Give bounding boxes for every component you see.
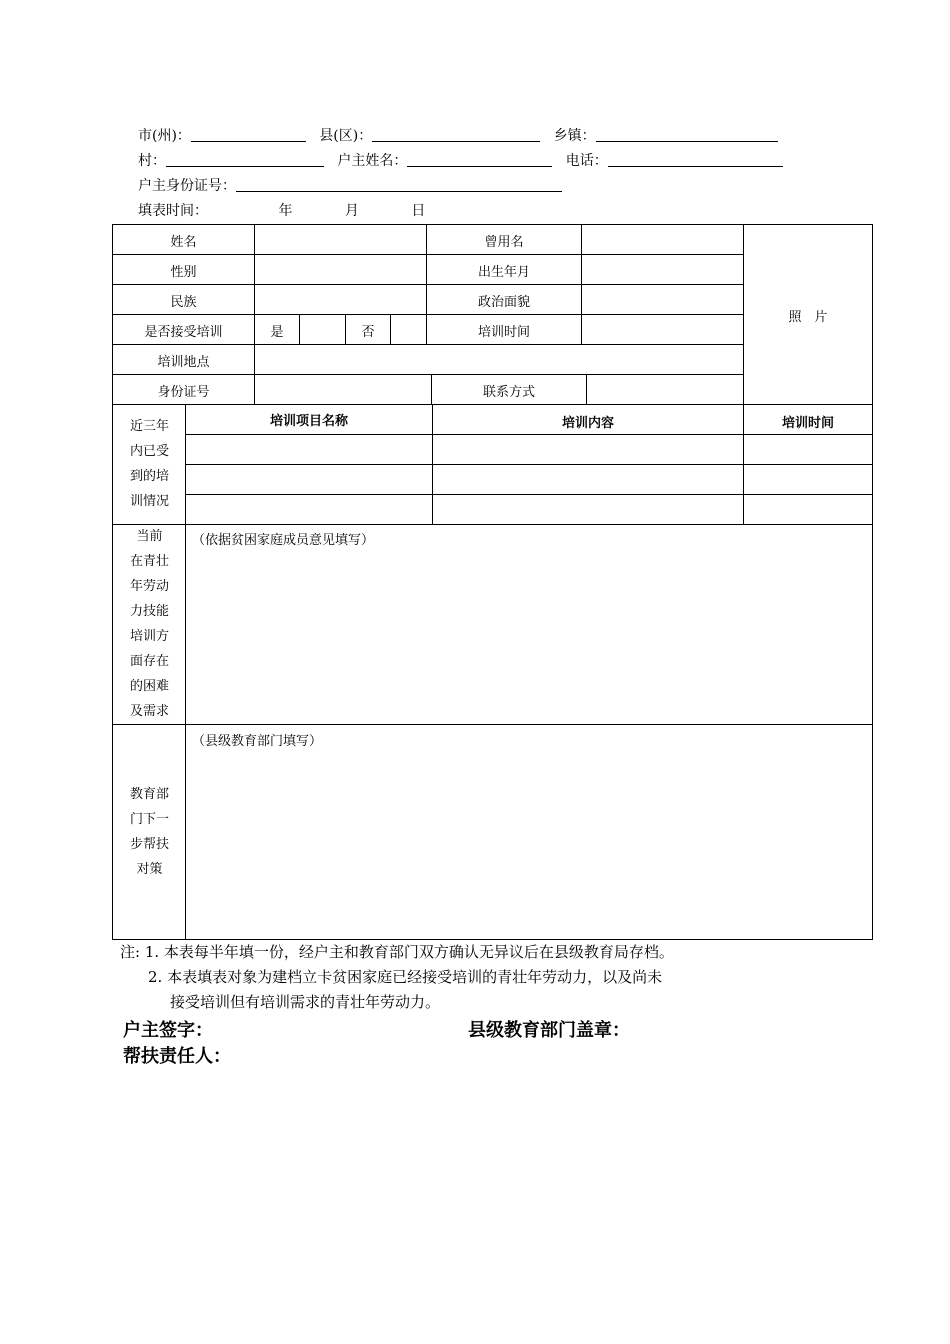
county-label: 县(区)：: [319, 128, 373, 144]
measures-hint: （县级教育部门填写）: [192, 734, 323, 749]
received-training-label: 是否接受培训: [144, 325, 223, 340]
name-label: 姓名: [170, 235, 197, 250]
day-label: 日: [411, 203, 426, 219]
assist-person-label: 帮扶责任人：: [123, 1046, 231, 1067]
former-name-field[interactable]: [582, 225, 743, 254]
householder-signature-label: 户主签字：: [123, 1020, 213, 1041]
measures-label: 教育部 门下一 步帮扶 对策: [129, 787, 169, 877]
col-project-header: 培训项目名称: [269, 414, 348, 429]
name-field[interactable]: [255, 225, 426, 254]
training-time-field[interactable]: [582, 315, 743, 344]
village-label: 村：: [138, 153, 166, 169]
householder-id-label: 户主身份证号：: [138, 178, 236, 194]
id-number-field[interactable]: [255, 375, 431, 404]
month-label: 月: [344, 203, 359, 219]
training-time-label: 培训时间: [477, 325, 530, 340]
householder-label: 户主姓名：: [337, 153, 408, 169]
city-label: 市(州)：: [138, 128, 191, 144]
year-label: 年: [278, 203, 293, 219]
political-label: 政治面貌: [477, 295, 530, 310]
needs-hint: （依据贫困家庭成员意见填写）: [192, 533, 375, 548]
training-place-label: 培训地点: [157, 355, 210, 370]
needs-field[interactable]: [186, 548, 872, 724]
gender-label: 性别: [170, 265, 197, 280]
note-line-3: 接受培训但有培训需求的青壮年劳动力。: [170, 993, 441, 1011]
contact-label: 联系方式: [482, 385, 535, 400]
fill-date-label: 填表时间：: [138, 203, 208, 219]
phone-label: 电话：: [565, 153, 608, 169]
political-field[interactable]: [582, 285, 743, 314]
photo-placeholder[interactable]: 照 片: [788, 310, 828, 325]
col-content-header: 培训内容: [561, 416, 614, 431]
no-checkbox[interactable]: [391, 315, 426, 344]
contact-field[interactable]: [587, 375, 743, 404]
needs-label: 当前 在青壮 年劳动 力技能 培训方 面存在 的困难 及需求: [129, 529, 169, 719]
note-line-2: 2. 本表填表对象为建档立卡贫困家庭已经接受培训的青壮年劳动力，以及尚未: [148, 968, 663, 986]
ethnicity-field[interactable]: [255, 285, 426, 314]
birth-field[interactable]: [582, 255, 743, 284]
birth-label: 出生年月: [477, 265, 530, 280]
training-history-label: 近三年 内已受 到的培 训情况: [129, 419, 169, 509]
yes-label: 是: [270, 325, 284, 340]
gender-field[interactable]: [255, 255, 426, 284]
county-seal-label: 县级教育部门盖章：: [468, 1020, 630, 1041]
training-place-field[interactable]: [255, 345, 743, 374]
no-label: 否: [361, 325, 375, 340]
note-line-1: 注: 1. 本表每半年填一份，经户主和教育部门双方确认无异议后在县级教育局存档。: [120, 943, 674, 961]
measures-field[interactable]: [186, 750, 872, 939]
town-label: 乡镇：: [553, 128, 596, 144]
yes-checkbox[interactable]: [300, 315, 345, 344]
id-number-label: 身份证号: [157, 385, 210, 400]
former-name-label: 曾用名: [484, 235, 524, 250]
col-time-header: 培训时间: [781, 416, 834, 431]
ethnicity-label: 民族: [170, 295, 197, 310]
